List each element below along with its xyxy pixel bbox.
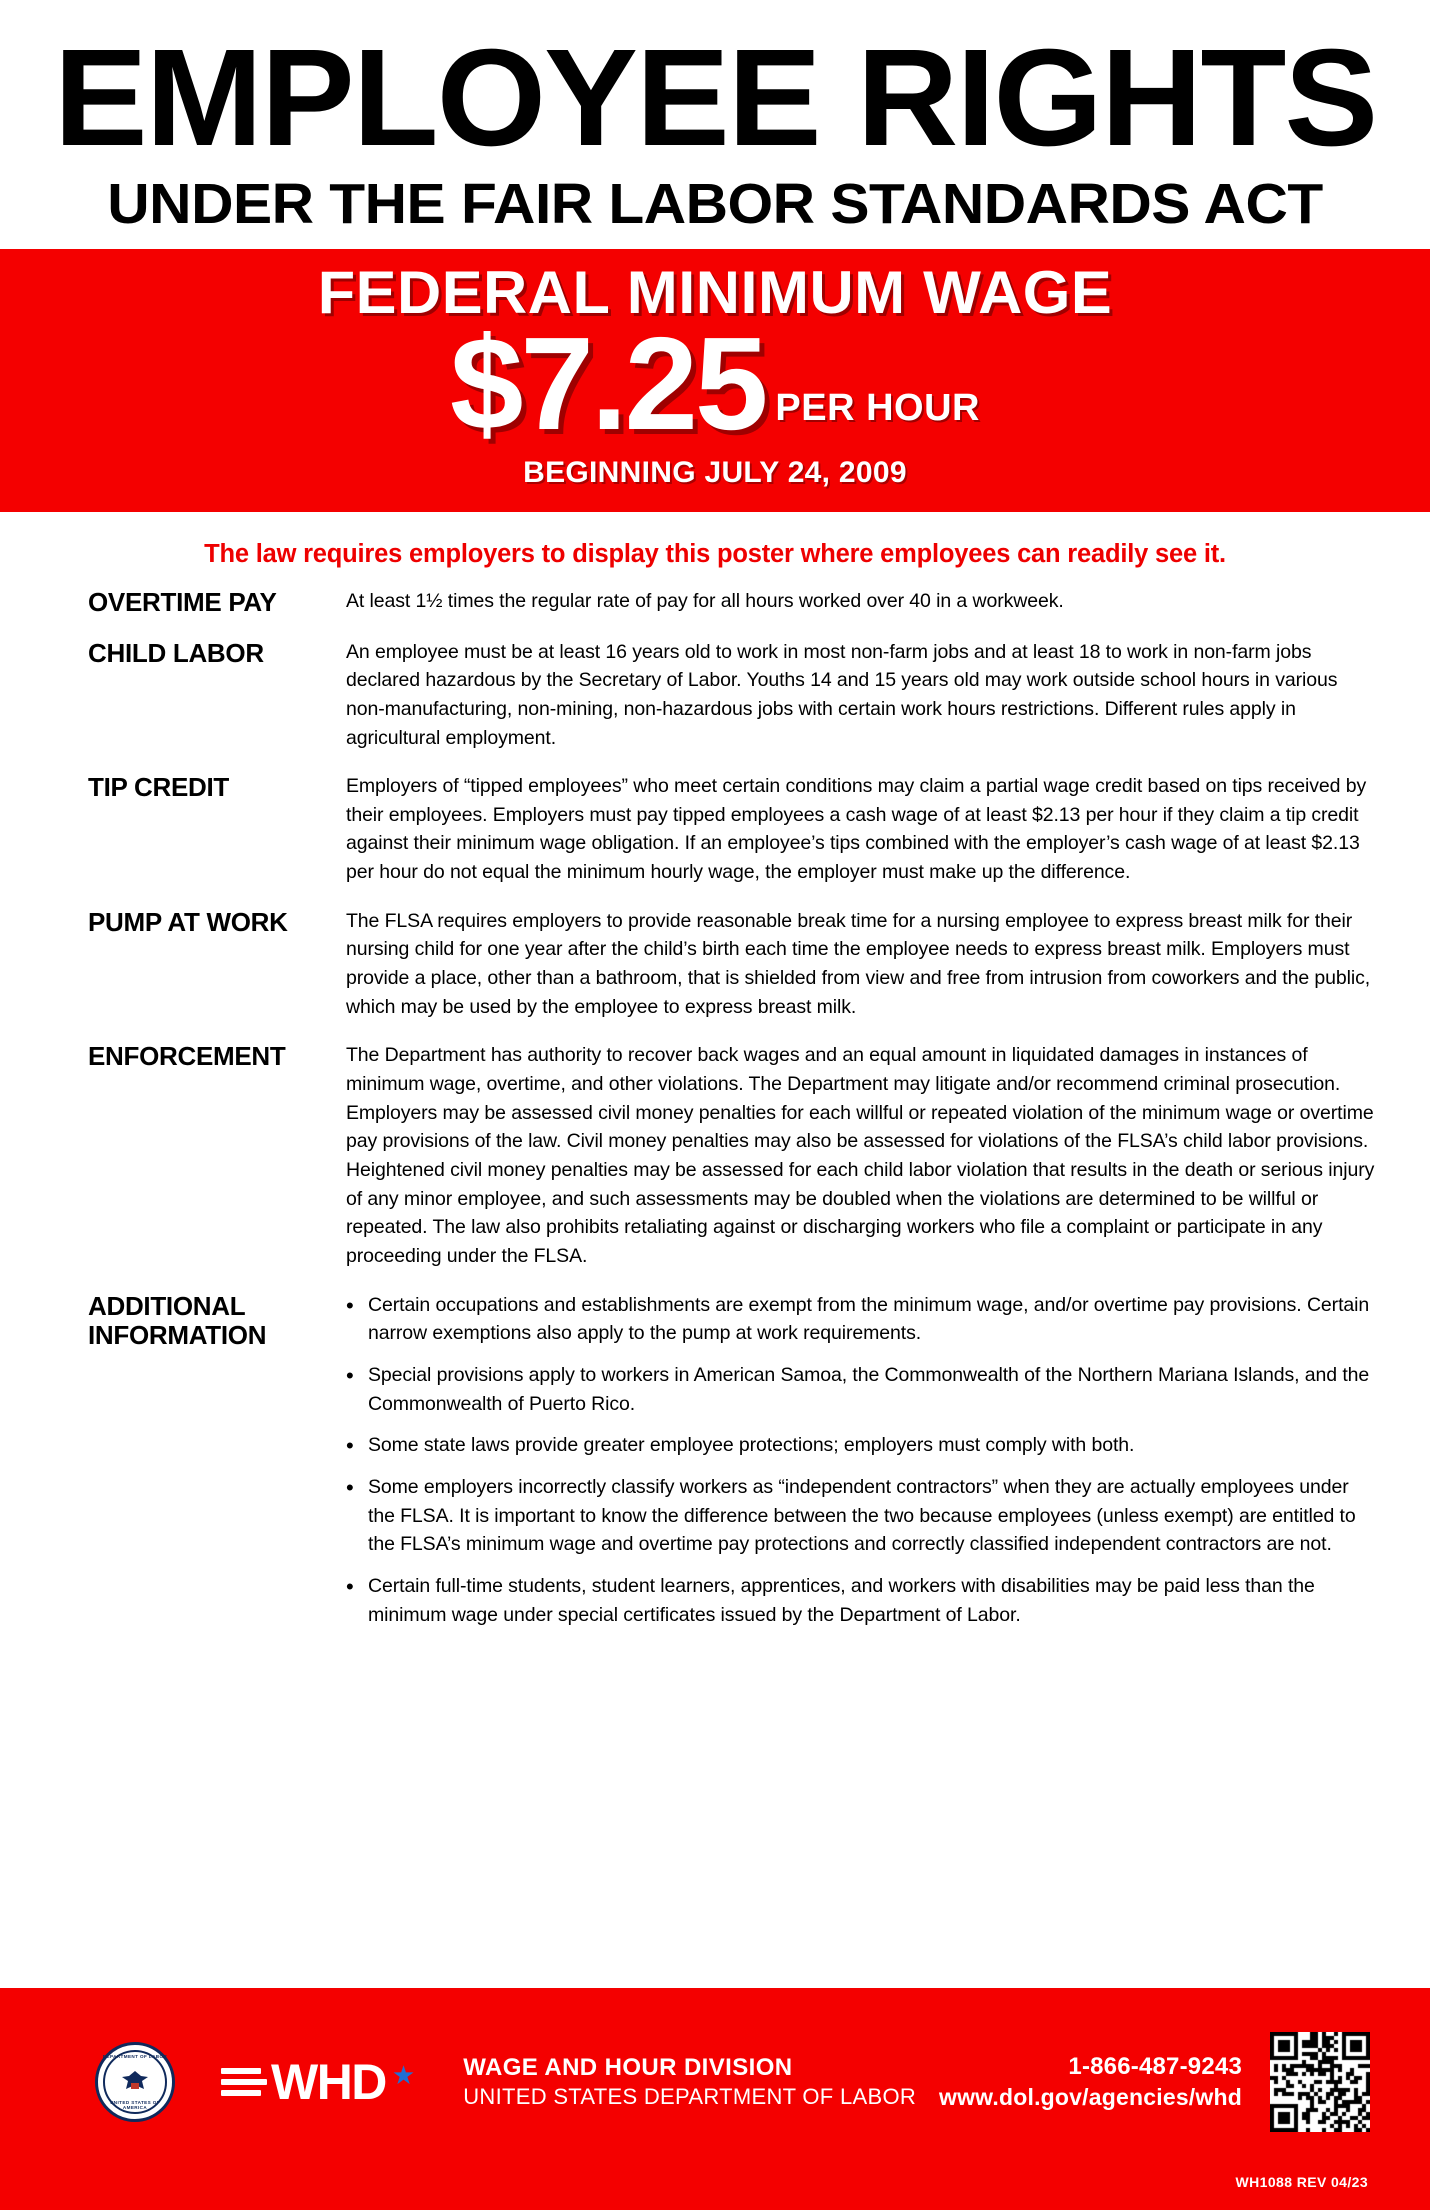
- page-subtitle: UNDER THE FAIR LABOR STANDARDS ACT: [107, 171, 1323, 236]
- section-enforcement: [88, 1041, 1375, 1270]
- agency-division-name: WAGE AND HOUR DIVISION: [463, 2054, 793, 2082]
- banner-amount-row: [0, 310, 1430, 458]
- section-label: OVERTIME PAY: [88, 587, 277, 618]
- section-body: The FLSA requires employers to provide reasonable break time for a nursing employee to express breast milk for their nursing child for one year after the child’s birth each time the employee needs to express breast milk. Employers must provide a place, other than a bathroom, that is shielded from view and free from intrusion from coworkers and the public, which may be used by the employee to express breast milk.: [346, 909, 1371, 1018]
- seal-bottom-text: UNITED STATES OF AMERICA: [110, 2100, 160, 2110]
- banner-effective-date: BEGINNING JULY 24, 2009: [523, 456, 907, 490]
- section-label-line2: INFORMATION: [88, 1319, 267, 1350]
- list-item: • Certain occupations and establishments are exempt from the minimum wage, and/or overtime pay provisions. Certain narrow exemptions also apply to the pump at work requirements.: [368, 1291, 1375, 1348]
- footer-content: [0, 1988, 1430, 2138]
- website-link[interactable]: www.dol.gov/agencies/whd: [939, 2083, 1242, 2110]
- section-body: An employee must be at least 16 years old to work in most non-farm jobs and at least 18 to work in non-farm jobs declared hazardous by the Secretary of Labor. Youths 14 and 15 years old may work outside school hours in various non-manufacturing, non-mining, non-hazardous jobs with certain work hours restrictions. Different rules apply in agricultural employment.: [346, 640, 1338, 749]
- display-notice: The law requires employers to display this poster where employees can readily see it.: [204, 540, 1226, 569]
- form-code: WH1088 REV 04/23: [1235, 2174, 1368, 2190]
- phone-number: 1-866-487-9243: [1068, 2053, 1242, 2081]
- contact-info: [939, 2051, 1242, 2112]
- section-label: CHILD LABOR: [88, 637, 264, 668]
- list-item: • Some state laws provide greater employee protections; employers must comply with both.: [368, 1431, 1375, 1460]
- section-label: [88, 1291, 346, 1630]
- section-additional-information: [88, 1291, 1375, 1630]
- poster-header: [0, 0, 1430, 235]
- whd-logo: [221, 2054, 416, 2110]
- section-label-line1: ADDITIONAL: [88, 1290, 246, 1321]
- list-item: • Certain full-time students, student learners, apprentices, and workers with disabilities may be paid less than the minimum wage under special certificates issued by the Department of Labor.: [368, 1572, 1375, 1629]
- dol-seal-icon: [95, 2042, 175, 2122]
- eagle-icon: [118, 2067, 152, 2097]
- whd-bars-icon: [221, 2068, 267, 2096]
- section-overtime-pay: [88, 587, 1375, 617]
- section-label: ENFORCEMENT: [88, 1041, 286, 1072]
- seal-top-text: DEPARTMENT OF LABOR: [102, 2054, 168, 2059]
- section-child-labor: [88, 638, 1375, 753]
- agency-names: [463, 2053, 916, 2111]
- star-icon: ★: [391, 2060, 416, 2090]
- list-item: • Some employers incorrectly classify workers as “independent contractors” when they are actually employees under the FLSA. It is important to know the difference between the two because employees (unless exempt) are entitled to the FLSA’s minimum wage and overtime pay protections and correctly classified independent contractors are not.: [368, 1473, 1375, 1559]
- banner-amount: $7.25: [450, 310, 766, 458]
- section-body: Employers of “tipped employees” who meet certain conditions may claim a partial wage credit based on tips received by their employees. Employers must pay tipped employees a cash wage of at least $2.13 per hour if they claim a tip credit against their minimum wage obligation. If an employee’s tips combined with the employer’s cash wage of at least $2.13 per hour do not equal the minimum hourly wage, the employer must make up the difference.: [346, 775, 1367, 884]
- section-pump-at-work: [88, 907, 1375, 1022]
- section-label: PUMP AT WORK: [88, 906, 288, 937]
- qr-code-icon[interactable]: [1270, 2032, 1370, 2132]
- whd-wordmark: WHD: [271, 2054, 386, 2110]
- section-label: TIP CREDIT: [88, 772, 229, 803]
- banner-per-hour: PER HOUR: [775, 387, 980, 430]
- section-body: The Department has authority to recover back wages and an equal amount in liquidated damages in instances of minimum wage, overtime, and other violations. The Department may litigate and/or recommend criminal prosecution. Employers may be assessed civil money penalties for each willful or repeated violation of the minimum wage or overtime pay provisions of the law. Civil money penalties may also be assessed for violations of the FLSA’s child labor provisions. Heightened civil money penalties may be assessed for each child labor violation that results in the death or serious injury of any minor employee, and such assessments may be doubled when the violations are determined to be willful or repeated. The law also prohibits retaliating against or discharging workers who file a complaint or participate in any proceeding under the FLSA.: [346, 1044, 1375, 1268]
- list-item: • Special provisions apply to workers in American Samoa, the Commonwealth of the Northern Mariana Islands, and the Commonwealth of Puerto Rico.: [368, 1361, 1375, 1418]
- minimum-wage-banner: [0, 249, 1430, 512]
- section-tip-credit: [88, 772, 1375, 887]
- section-body: [346, 1291, 1375, 1630]
- section-body: At least 1½ times the regular rate of pay for all hours worked over 40 in a workweek.: [346, 590, 1064, 613]
- poster-footer: [0, 1988, 1430, 2210]
- banner-wage-label: FEDERAL MINIMUM WAGE: [317, 259, 1113, 327]
- agency-department-name: UNITED STATES DEPARTMENT OF LABOR: [463, 2084, 917, 2110]
- poster-content: [0, 587, 1430, 1629]
- additional-info-list: [346, 1291, 1375, 1630]
- page-title: EMPLOYEE RIGHTS: [53, 21, 1377, 175]
